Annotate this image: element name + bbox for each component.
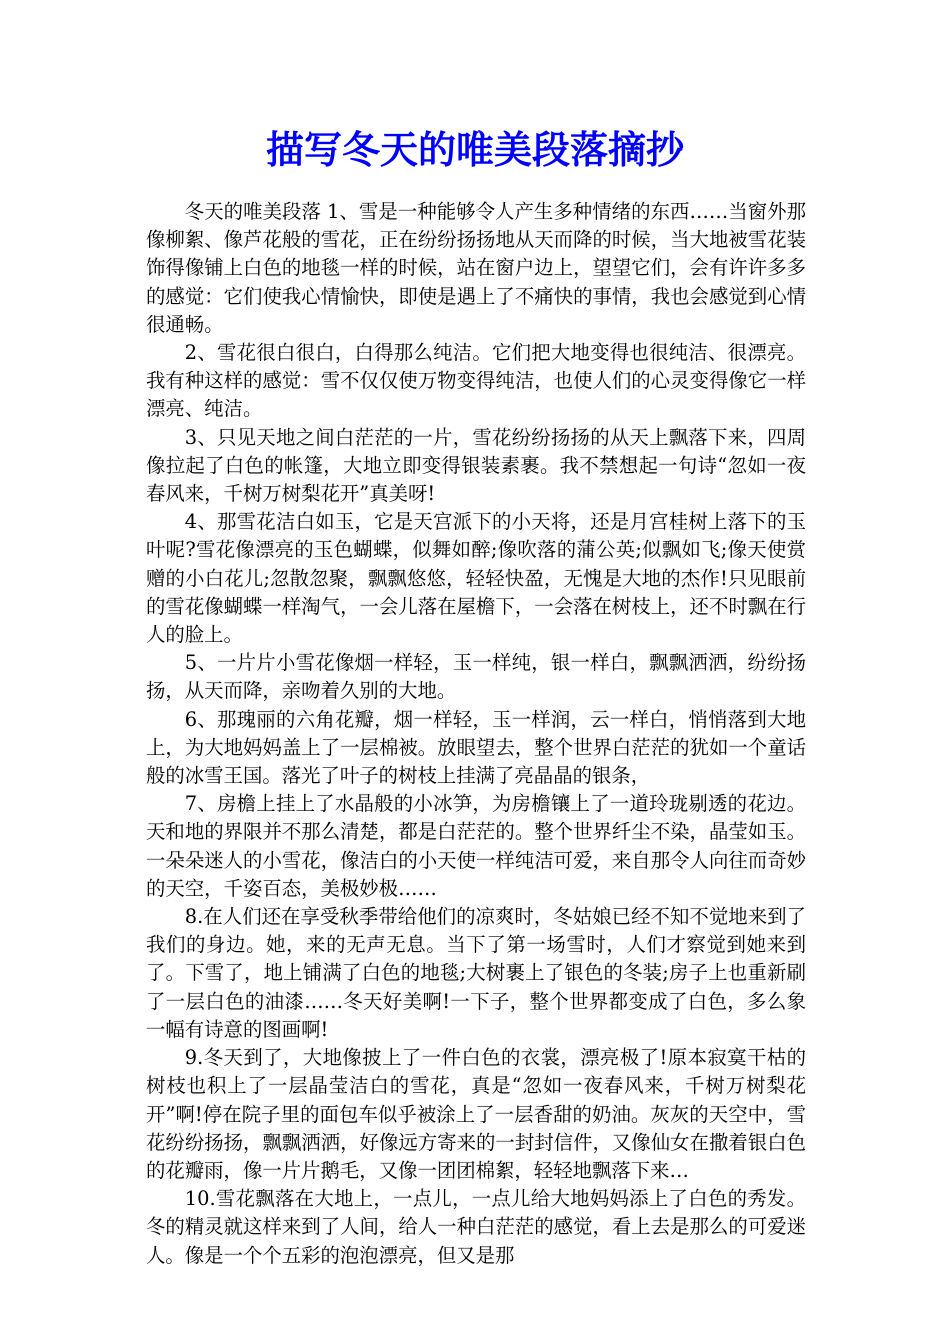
paragraph-4: 4、那雪花洁白如玉，它是天宫派下的小天将，还是月宫桂树上落下的玉叶呢?雪花像漂亮的玉色蝴蝶，似舞如醉;像吹落的蒲公英;似飘如飞;像天使赏赠的小白花儿;忽散忽聚，飘飘悠悠，轻轻快盈，无愧是大地的杰作!只见眼前的雪花像蝴蝶一样淘气，一会儿落在屋檐下，一会落在树枝上，还不时飘在行人的脸上。 <box>146 510 806 647</box>
paragraph-10: 10.雪花飘落在大地上，一点儿，一点儿给大地妈妈添上了白色的秀发。冬的精灵就这样来到了人间，给人一种白茫茫的感觉，看上去是那么的可爱迷人。像是一个个五彩的泡泡漂亮，但又是那 <box>146 1187 806 1267</box>
paragraph-8: 8.在人们还在享受秋季带给他们的凉爽时，冬姑娘已经不知不觉地来到了我们的身边。她，来的无声无息。当下了第一场雪时，人们才察觉到她来到了。下雪了，地上铺满了白色的地毯;大树裹上了银色的冬装;房子上也重新刷了一层白色的油漆……冬天好美啊!一下子，整个世界都变成了白色，多么象一幅有诗意的图画啊! <box>146 905 806 1041</box>
paragraph-2: 2、雪花很白很白，白得那么纯洁。它们把大地变得也很纯洁、很漂亮。我有种这样的感觉：雪不仅仅使万物变得纯洁，也使人们的心灵变得像它一样漂亮、纯洁。 <box>146 341 806 421</box>
paragraph-1: 冬天的唯美段落 1、雪是一种能够令人产生多种情绪的东西……当窗外那像柳絮、像芦花般的雪花，正在纷纷扬扬地从天而降的时候，当大地被雪花装饰得像铺上白色的地毯一样的时候，站在窗户边上，望望它们，会有许许多多的感觉：它们使我心情愉快，即使是遇上了不痛快的事情，我也会感觉到心情很通畅。 <box>146 200 806 336</box>
paragraph-3: 3、只见天地之间白茫茫的一片，雪花纷纷扬扬的从天上飘落下来，四周像拉起了白色的帐篷，大地立即变得银装素裹。我不禁想起一句诗“忽如一夜春风来，千树万树梨花开”真美呀! <box>146 425 806 506</box>
document-body <box>146 198 806 1270</box>
paragraph-6: 6、那瑰丽的六角花瓣，烟一样轻，玉一样润，云一样白，悄悄落到大地上，为大地妈妈盖上了一层棉被。放眼望去，整个世界白茫茫的犹如一个童话般的冰雪王国。落光了叶子的树枝上挂满了亮晶晶的银条， <box>146 707 806 788</box>
paragraph-5: 5、一片片小雪花像烟一样轻，玉一样纯，银一样白，飘飘洒洒，纷纷扬扬，从天而降，亲吻着久别的大地。 <box>146 651 806 703</box>
paragraph-9: 9.冬天到了，大地像披上了一件白色的衣裳，漂亮极了!原本寂寞干枯的树枝也积上了一层晶莹洁白的雪花，真是“忽如一夜春风来，千树万树梨花开”啊!停在院子里的面包车似乎被涂上了一层香甜的奶油。灰灰的天空中，雪花纷纷扬扬，飘飘洒洒，好像远方寄来的一封封信件，又像仙女在撒着银白色的花瓣雨，像一片片鹅毛，又像一团团棉絮，轻轻地飘落下来… <box>146 1046 806 1182</box>
document-title: 描写冬天的唯美段落摘抄 <box>265 127 684 172</box>
paragraph-7: 7、房檐上挂上了水晶般的小冰笋，为房檐镶上了一道玲珑剔透的花边。天和地的界限并不那么清楚，都是白茫茫的。整个世界纤尘不染，晶莹如玉。一朵朵迷人的小雪花，像洁白的小天使一样纯洁可爱，来自那令人向往而奇妙的天空，千姿百态，美极妙极…… <box>146 792 806 900</box>
